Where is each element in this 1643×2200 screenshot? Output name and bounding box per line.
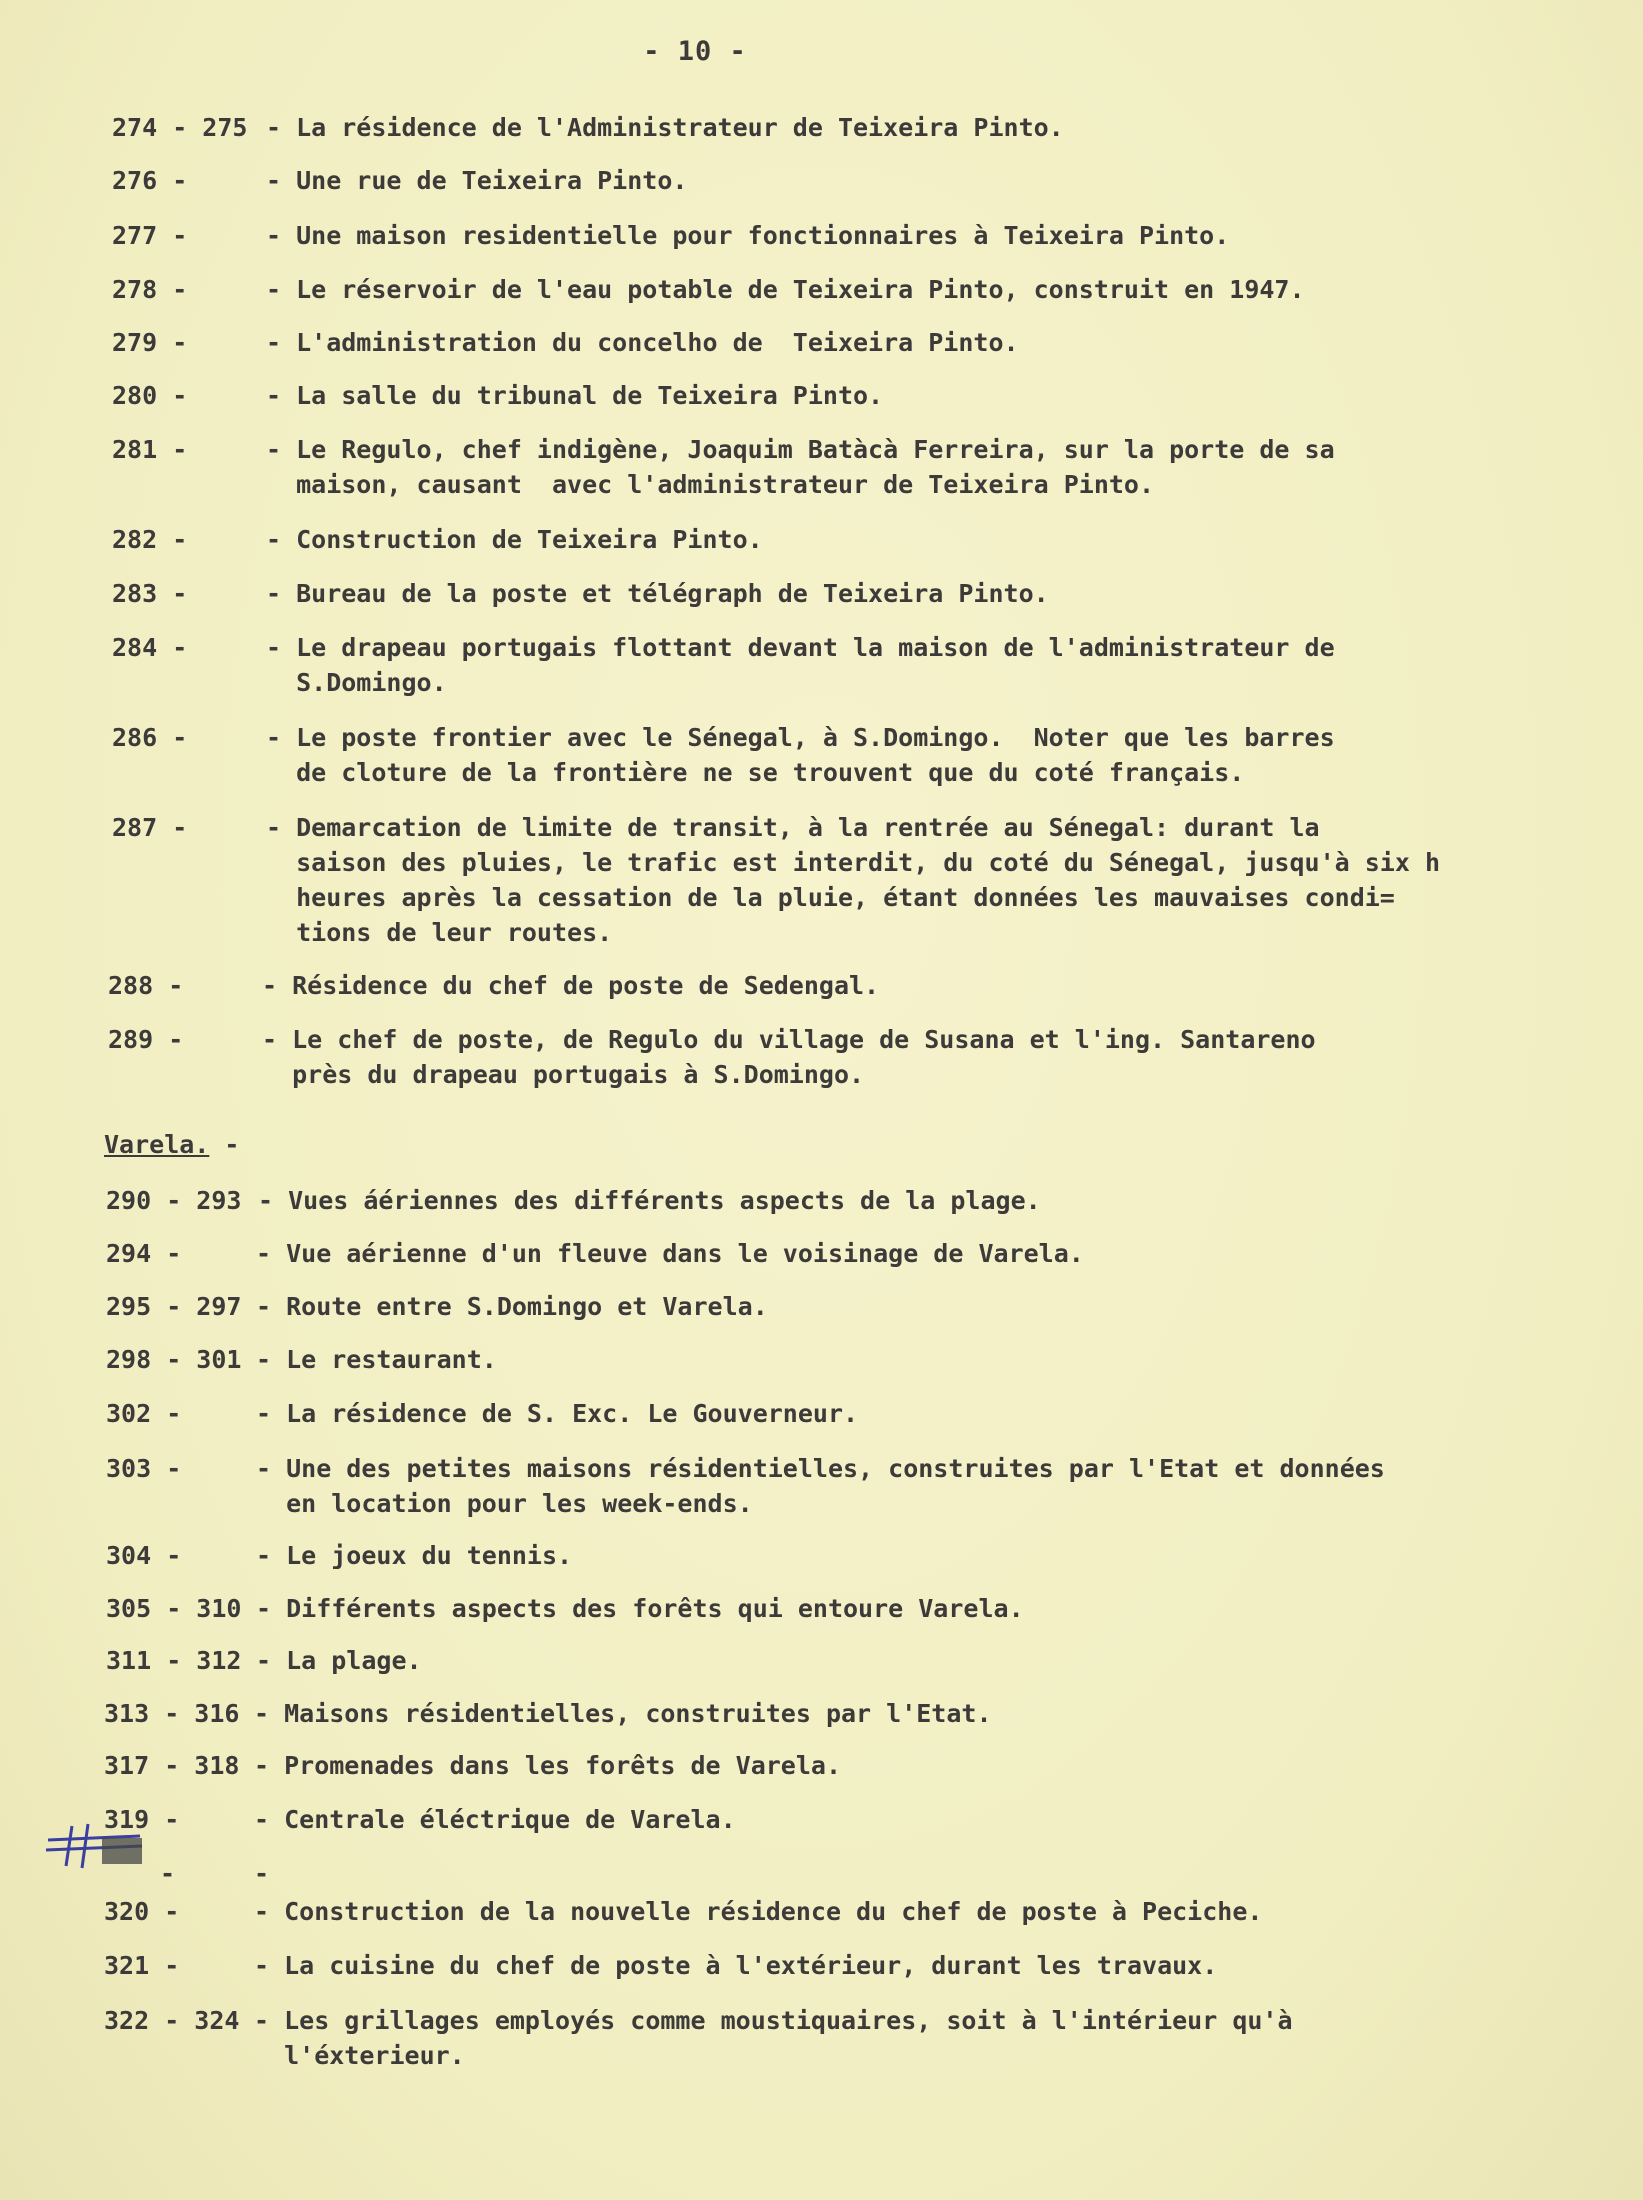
photo-caption: - La résidence de S. Exc. Le Gouverneur. [256, 1399, 859, 1428]
photo-caption: - Le poste frontier avec le Sénegal, à S.Domingo. Noter que les barres de cloture de la frontière ne se trouvent que du coté français. [266, 723, 1335, 787]
photo-number: 303 - [106, 1454, 182, 1483]
pen-strike-mark [42, 1822, 152, 1872]
photo-number: 284 - [112, 633, 188, 662]
photo-caption: - Résidence du chef de poste de Sedengal. [262, 971, 880, 1000]
photo-number: 290 - 293 [106, 1186, 242, 1215]
photo-caption: - Le joeux du tennis. [256, 1541, 573, 1570]
section-heading-varela [104, 1130, 239, 1159]
photo-caption: - La plage. [256, 1646, 422, 1675]
photo-number: 294 - [106, 1239, 182, 1268]
photo-number: 320 - [104, 1897, 180, 1926]
photo-number: 298 - 301 [106, 1345, 242, 1374]
photo-number: 313 - 316 [104, 1699, 240, 1728]
photo-caption: - Centrale éléctrique de Varela. [254, 1805, 736, 1834]
photo-caption: - Bureau de la poste et télégraph de Teixeira Pinto. [266, 579, 1049, 608]
photo-number: 286 - [112, 723, 188, 752]
photo-number: 287 - [112, 813, 188, 842]
photo-number: 288 - [108, 971, 184, 1000]
photo-caption: - Le drapeau portugais flottant devant la maison de l'administrateur de S.Domingo. [266, 633, 1335, 697]
page-number: - 10 - [643, 36, 747, 67]
photo-caption: - Le réservoir de l'eau potable de Teixeira Pinto, construit en 1947. [266, 275, 1305, 304]
photo-number: 282 - [112, 525, 188, 554]
photo-caption: - Le Regulo, chef indigène, Joaquim Batàcà Ferreira, sur la porte de sa maison, causant avec l'administrateur de Teixeira Pinto. [266, 435, 1335, 499]
photo-number: 281 - [112, 435, 188, 464]
photo-number: 289 - [108, 1025, 184, 1054]
photo-number: 305 - 310 [106, 1594, 242, 1623]
photo-caption: - Vues áériennes des différents aspects de la plage. [258, 1186, 1041, 1215]
photo-number: 277 - [112, 221, 188, 250]
photo-caption: - Construction de la nouvelle résidence du chef de poste à Peciche. [254, 1897, 1263, 1926]
photo-number: 321 - [104, 1951, 180, 1980]
photo-caption: - Maisons résidentielles, construites par l'Etat. [254, 1699, 992, 1728]
photo-number: 283 - [112, 579, 188, 608]
photo-caption: - L'administration du concelho de Teixeira Pinto. [266, 328, 1019, 357]
photo-number: 302 - [106, 1399, 182, 1428]
photo-caption: - Une rue de Teixeira Pinto. [266, 166, 688, 195]
photo-caption: - [254, 1859, 270, 1888]
photo-number: 295 - 297 [106, 1292, 242, 1321]
photo-caption: - Une maison residentielle pour fonctionnaires à Teixeira Pinto. [266, 221, 1230, 250]
photo-number: - [160, 1859, 176, 1888]
photo-caption: - La résidence de l'Administrateur de Teixeira Pinto. [266, 113, 1064, 142]
photo-number: 317 - 318 [104, 1751, 240, 1780]
photo-caption: - Promenades dans les forêts de Varela. [254, 1751, 841, 1780]
photo-number: 322 - 324 [104, 2006, 240, 2035]
photo-caption: - La cuisine du chef de poste à l'extérieur, durant les travaux. [254, 1951, 1218, 1980]
photo-number: 280 - [112, 381, 188, 410]
photo-caption: - La salle du tribunal de Teixeira Pinto. [266, 381, 884, 410]
photo-caption: - Construction de Teixeira Pinto. [266, 525, 763, 554]
photo-number: 279 - [112, 328, 188, 357]
photo-number: 274 - 275 [112, 113, 248, 142]
photo-number: 304 - [106, 1541, 182, 1570]
photo-number: 276 - [112, 166, 188, 195]
section-heading-label: Varela. [104, 1130, 210, 1159]
photo-number: 319 - [104, 1805, 180, 1834]
photo-caption: - Une des petites maisons résidentielles, construites par l'Etat et données en location pour les week-ends. [256, 1454, 1385, 1518]
section-heading-dash: - [209, 1130, 240, 1159]
photo-number: 278 - [112, 275, 188, 304]
photo-caption: - Les grillages employés comme moustiquaires, soit à l'intérieur qu'à l'éxterieur. [254, 2006, 1293, 2070]
photo-caption: - Différents aspects des forêts qui entoure Varela. [256, 1594, 1024, 1623]
photo-caption: - Le restaurant. [256, 1345, 497, 1374]
photo-caption: - Vue aérienne d'un fleuve dans le voisinage de Varela. [256, 1239, 1084, 1268]
photo-caption: - Route entre S.Domingo et Varela. [256, 1292, 768, 1321]
photo-number: 311 - 312 [106, 1646, 242, 1675]
photo-caption: - Le chef de poste, de Regulo du village de Susana et l'ing. Santareno près du drapeau portugais à S.Domingo. [262, 1025, 1316, 1089]
photo-caption: - Demarcation de limite de transit, à la rentrée au Sénegal: durant la saison des pluies, le trafic est interdit, du coté du Sénegal, jusqu'à six h heures après la cessation de la pluie, étant données les mauvaises condi= tions de leur routes. [266, 813, 1440, 947]
